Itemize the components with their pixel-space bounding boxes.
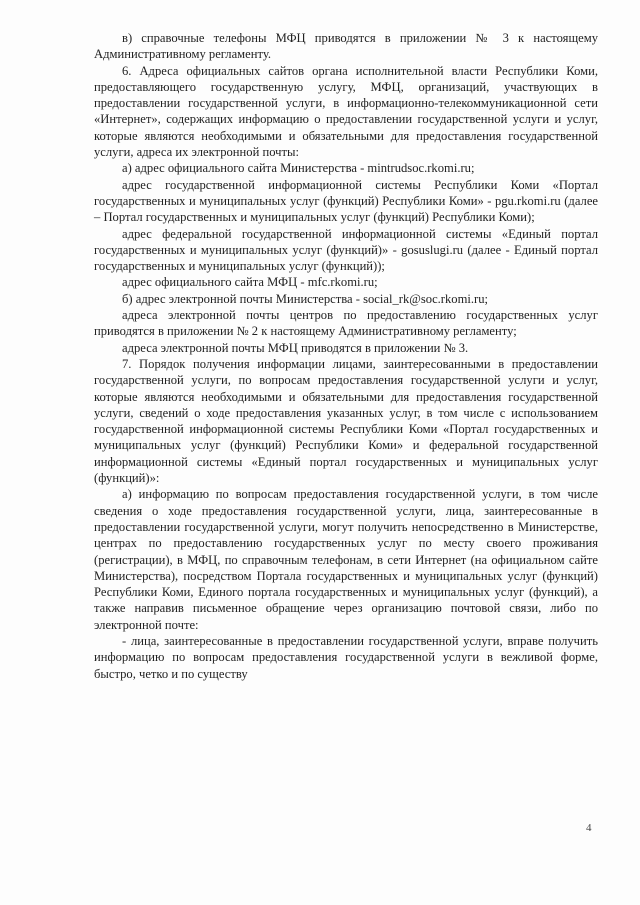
paragraph-mfc-site: адрес официального сайта МФЦ - mfc.rkomi.ru; [122, 275, 378, 290]
paragraph-6-addresses: 6. Адреса официальных сайтов органа исполнительной власти Республики Коми, предоставляющего государственную услугу, МФЦ, организаций, участвующих в предоставлении государственной услуги, в информационно-телекоммуникационной сети «Интернет», содержащих информацию о предоставлении государственной услуги и услуг, которые являются необходимыми и обязательными для предоставления государственной услуги, адреса их электронной почты: [94, 63, 598, 160]
document-body [94, 30, 598, 682]
paragraph-dash-persons: - лица, заинтересованные в предоставлении государственной услуги, вправе получить информацию по вопросам предоставления государственной услуги в вежливой форме, быстро, четко и по существу [94, 633, 598, 681]
page-number: 4 [586, 822, 592, 834]
paragraph-7-procedure: 7. Порядок получения информации лицами, заинтересованными в предоставлении государственной услуги, по вопросам предоставления государственной услуги и услуг, которые являются необходимыми и обязательными для предоставления государственной услуги, сведений о ходе предоставления указанных услуг, в том числе с использованием государственной информационной системы Республики Коми «Портал государственных и муниципальных услуг (функций) Республики Коми» и федеральной государственной информационной системы «Единый портал государственных и муниципальных услуг (функций)»: [94, 356, 598, 486]
paragraph-6b-ministry-email: б) адрес электронной почты Министерства - social_rk@soc.rkomi.ru; [122, 291, 489, 306]
paragraph-centers-email: адреса электронной почты центров по предоставлению государственных услуг приводятся в приложении № 2 к настоящему Административному регламенту; [94, 308, 598, 339]
paragraph-7a-information: а) информацию по вопросам предоставления государственной услуги, в том числе сведения о ходе предоставления государственной услуги, лица, заинтересованные в предоставлении государственной услуги, могут получить непосредственно в Министерстве, центрах по предоставлению государственных услуг по месту своего проживания (регистрации), в МФЦ, по справочным телефонам, в сети Интернет (на официальном сайте Министерства), посредством Портала государственных и муниципальных услуг (функций) Республики Коми, Единого портала государственных и муниципальных услуг (функций), а также направив письменное обращение через организацию почтовой связи, либо по электронной почте: [94, 487, 598, 632]
paragraph-3v-phones: в) справочные телефоны МФЦ приводятся в приложении № 3 к настоящему Административному регламенту. [94, 31, 598, 62]
paragraph-mfc-email: адреса электронной почты МФЦ приводятся в приложении № 3. [122, 340, 469, 355]
paragraph-regional-portal: адрес государственной информационной системы Республики Коми «Портал государственных и муниципальных услуг (функций) Республики Коми» - pgu.rkomi.ru (далее – Портал государственных и муниципальных услуг (функций) Республики Коми); [94, 177, 598, 225]
paragraph-federal-portal: адрес федеральной государственной информационной системы «Единый портал государственных и муниципальных услуг (функций)» - gosuslugi.ru (далее - Единый портал государственных и муниципальных услуг (функций)); [94, 226, 598, 274]
paragraph-6a-ministry-site: а) адрес официального сайта Министерства - mintrudsoc.rkomi.ru; [122, 161, 475, 176]
